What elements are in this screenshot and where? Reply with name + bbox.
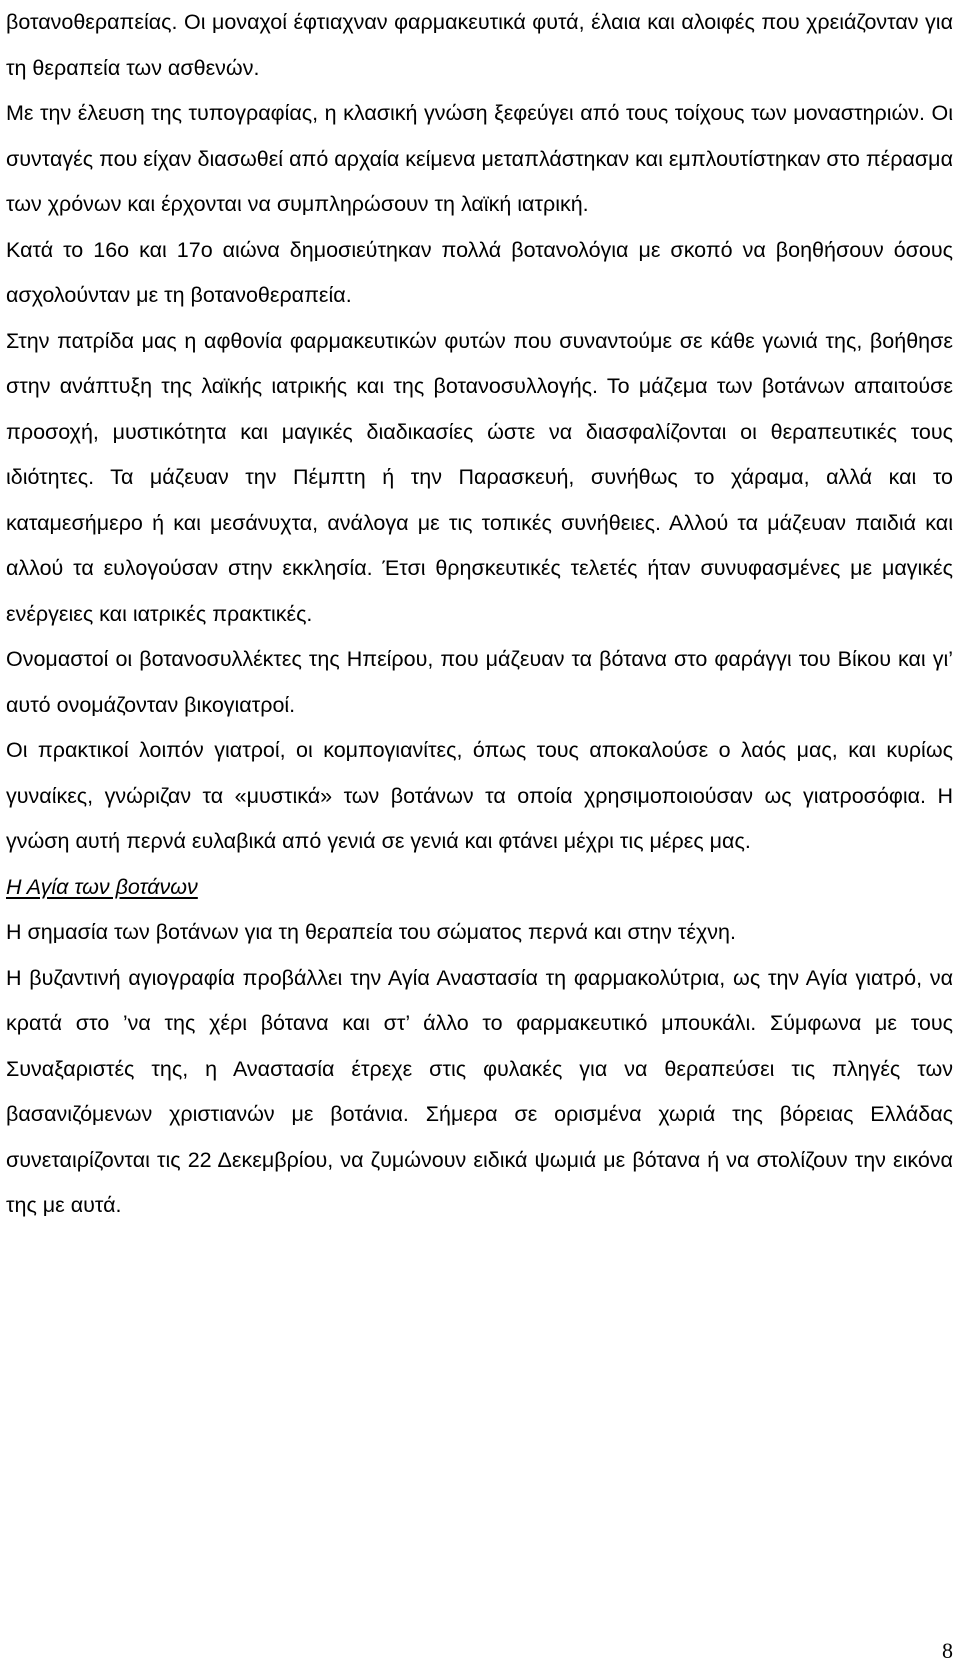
paragraph-folk-healers: Οι πρακτικοί λοιπόν γιατροί, οι κομπογιανίτες, όπως τους αποκαλούσε ο λαός μας, και κυρίως γυναίκες, γνώριζαν τα «μυστικά» των βοτάνων τα οποία χρησιμοποιούσαν ως γιατροσόφια. Η γνώση αυτή περνά ευλαβικά από γενιά σε γενιά και φτάνει μέχρι τις μέρες μας. xyxy=(6,738,953,853)
paragraph-herbals-16th-17th: Κατά το 16ο και 17ο αιώνα δημοσιεύτηκαν πολλά βοτανολόγια με σκοπό να βοηθήσουν όσους ασχολούνταν με τη βοτανοθεραπεία. xyxy=(6,237,953,307)
paragraph-saint-anastasia: Η βυζαντινή αγιογραφία προβάλλει την Αγία Αναστασία τη φαρμακολύτρια, ως την Αγία γιατρό, να κρατά στο ’να της χέρι βότανα και στ’ άλλο το φαρμακευτικό μπουκάλι. Σύμφωνα με τους Συναξαριστές της, η Αναστασία έτρεχε στις φυλακές για να θεραπεύσει τις πληγές των βασανιζόμενων χριστιανών με βοτάνια. Σήμερα σε ορισμένα χωριά της βόρειας Ελλάδας συνεταιρίζονται τις 22 Δεκεμβρίου, να ζυμώνουν ειδικά ψωμιά με βότανα ή να στολίζουν την εικόνα της με αυτά. xyxy=(6,965,953,1217)
paragraph-herb-gathering: Στην πατρίδα μας η αφθονία φαρμακευτικών φυτών που συναντούμε σε κάθε γωνιά της, βοήθησε στην ανάπτυξη της λαϊκής ιατρικής και της βοτανοσυλλογής. Το μάζεμα των βοτάνων απαιτούσε προσοχή, μυστικότητα και μαγικές διαδικασίες ώστε να διασφαλίζονται οι θεραπευτικές τους ιδιότητες. Τα μάζευαν την Πέμπτη ή την Παρασκευή, συνήθως το χάραμα, αλλά και το καταμεσήμερο ή και μεσάνυχτα, ανάλογα με τις τοπικές συνήθειες. Αλλού τα μάζευαν παιδιά και αλλού τα ευλογούσαν στην εκκλησία. Έτσι θρησκευτικές τελετές ήταν συνυφασμένες με μαγικές ενέργειες και ιατρικές πρακτικές. xyxy=(6,328,953,626)
document-body xyxy=(6,0,953,1229)
paragraph-herbs-in-art: Η σημασία των βοτάνων για τη θεραπεία του σώματος περνά και στην τέχνη. xyxy=(6,920,736,944)
page-number: 8 xyxy=(942,1638,953,1663)
section-heading: Η Αγία των βοτάνων xyxy=(6,874,198,899)
paragraph-printing-era: Με την έλευση της τυπογραφίας, η κλασική γνώση ξεφεύγει από τους τοίχους των μοναστηριών. Οι συνταγές που είχαν διασωθεί από αρχαία κείμενα μεταπλάστηκαν και εμπλουτίστηκαν στο πέρασμα των χρόνων και έρχονται να συμπληρώσουν τη λαϊκή ιατρική. xyxy=(6,101,953,216)
paragraph-monks-remedies: βοτανοθεραπείας. Οι μοναχοί έφτιαχναν φαρμακευτικά φυτά, έλαια και αλοιφές που χρειάζονταν για τη θεραπεία των ασθενών. xyxy=(6,10,953,80)
paragraph-epirus-collectors: Ονομαστοί οι βοτανοσυλλέκτες της Ηπείρου, που μάζευαν τα βότανα στο φαράγγι του Βίκου και γι’ αυτό ονομάζονταν βικογιατροί. xyxy=(6,647,953,717)
